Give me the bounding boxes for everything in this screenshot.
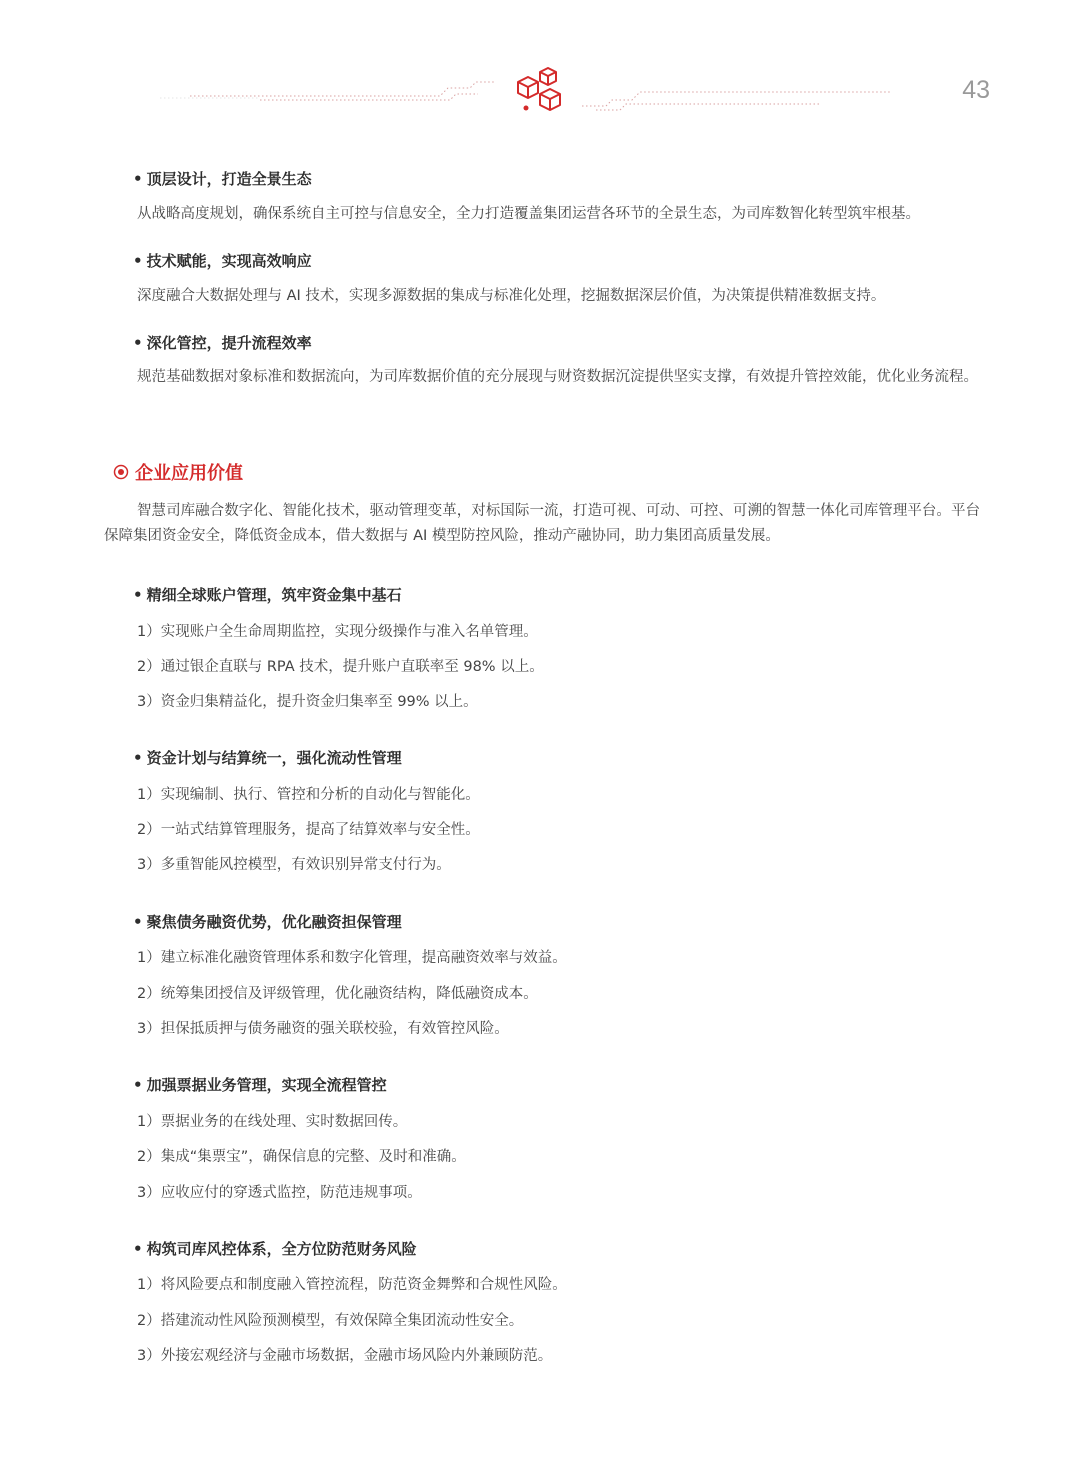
item-text-tech-empower: 深度融合大数据处理与 AI 技术，实现多源数据的集成与标准化处理，挖掘数据深层价值，为决策提供精准数据支持。 — [137, 288, 886, 304]
list-item: 2）统筹集团授信及评级管理，优化融资结构，降低融资成本。 — [137, 986, 538, 1002]
list-item: 3）应收应付的穿透式监控，防范违规事项。 — [137, 1185, 422, 1201]
list-item: 1）将风险要点和制度融入管控流程，防范资金舞弊和合规性风险。 — [137, 1277, 567, 1293]
bullet-dot: • — [133, 586, 143, 604]
group-title-financing: • 聚焦债务融资优势，优化融资担保管理 — [133, 913, 402, 931]
list-item: 1）实现账户全生命周期监控，实现分级操作与准入名单管理。 — [137, 624, 538, 640]
list-item: 1）票据业务的在线处理、实时数据回传。 — [137, 1114, 408, 1130]
group-title-bills: • 加强票据业务管理，实现全流程管控 — [133, 1076, 387, 1094]
list-item: 3）资金归集精益化，提升资金归集率至 99% 以上。 — [137, 694, 478, 710]
group-title-account: • 精细全球账户管理，筑牢资金集中基石 — [133, 586, 402, 604]
bullet-dot: • — [133, 334, 143, 352]
item-title-top-design: • 顶层设计，打造全景生态 — [133, 170, 312, 188]
bullet-dot: • — [133, 913, 143, 931]
list-item: 3）担保抵质押与债务融资的强关联校验，有效管控风险。 — [137, 1021, 509, 1037]
list-item: 1）建立标准化融资管理体系和数字化管理，提高融资效率与效益。 — [137, 950, 567, 966]
page-number: 43 — [962, 76, 990, 104]
list-item: 2）通过银企直联与 RPA 技术，提升账户直联率至 98% 以上。 — [137, 659, 544, 675]
section-intro: 智慧司库融合数字化、智能化技术，驱动管理变革，对标国际一流，打造可视、可动、可控、可溯的智慧一体化司库管理平台。平台保障集团资金安全，降低资金成本，借大数据与 AI 模型防控风险，推动产融协同，助力集团高质量发展。 — [104, 503, 980, 544]
group-title-fund-plan: • 资金计划与结算统一，强化流动性管理 — [133, 749, 402, 767]
item-title-tech-empower: • 技术赋能，实现高效响应 — [133, 252, 312, 270]
list-item: 3）多重智能风控模型，有效识别异常支付行为。 — [137, 857, 451, 873]
item-title-deepen-control: • 深化管控，提升流程效率 — [133, 334, 312, 352]
header-decoration — [0, 60, 1080, 130]
item-text-top-design: 从战略高度规划，确保系统自主可控与信息安全，全力打造覆盖集团运营各环节的全景生态，为司库数智化转型筑牢根基。 — [137, 206, 920, 222]
bullet-dot: • — [133, 1076, 143, 1094]
cubes-icon — [518, 68, 560, 111]
target-icon — [113, 464, 129, 480]
bullet-dot: • — [133, 749, 143, 767]
list-item: 2）一站式结算管理服务，提高了结算效率与安全性。 — [137, 822, 480, 838]
list-item: 1）实现编制、执行、管控和分析的自动化与智能化。 — [137, 787, 480, 803]
group-title-risk: • 构筑司库风控体系，全方位防范财务风险 — [133, 1240, 417, 1258]
bullet-dot: • — [133, 170, 143, 188]
bullet-dot: • — [133, 252, 143, 270]
item-text-deepen-control: 规范基础数据对象标准和数据流向，为司库数据价值的充分展现与财资数据沉淀提供坚实支撑，有效提升管控效能，优化业务流程。 — [137, 369, 978, 385]
list-item: 2）搭建流动性风险预测模型，有效保障全集团流动性安全。 — [137, 1313, 524, 1329]
section-title: 企业应用价值 — [113, 459, 243, 485]
list-item: 3）外接宏观经济与金融市场数据，金融市场风险内外兼顾防范。 — [137, 1348, 553, 1364]
list-item: 2）集成“集票宝”，确保信息的完整、及时和准确。 — [137, 1149, 466, 1165]
bullet-dot: • — [133, 1240, 143, 1258]
